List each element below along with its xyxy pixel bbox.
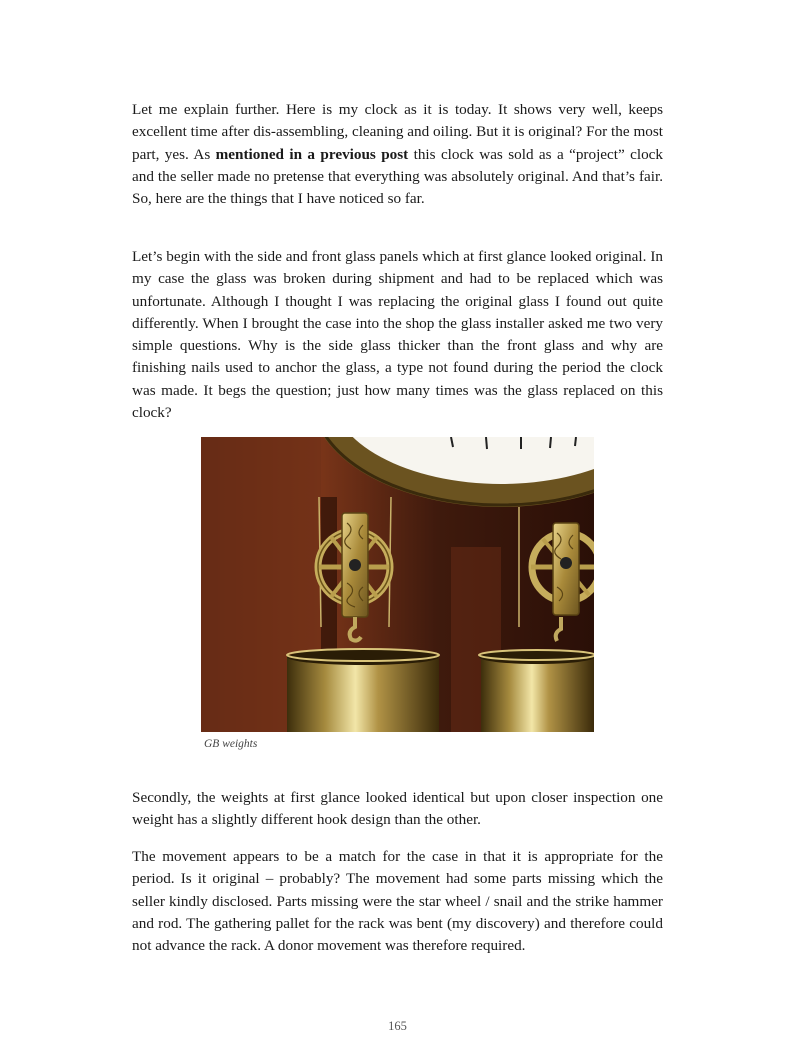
- paragraph-movement: The movement appears to be a match for the case in that it is appropriate for the period. Is it original – probably? The movement had some parts missing which the seller kindly disclosed. Parts missing were the star wheel / snail and the strike hammer and rod. The gathering pallet for the rack was bent (my discovery) and therefore could not advance the rack. A donor movement was therefore required.: [132, 848, 663, 955]
- paragraph-explanation: Let me explain further. Here is my clock as it is today. It shows very well, keeps excellent time after dis-assembling, cleaning and oiling. But it is original? For the most part, yes. As mentioned in a previous post this clock was sold as a “project” clock and the seller made no pretense that everything was absolutely original. And that’s fair. So, here are the things that I have noticed so far.: [132, 101, 664, 208]
- clock-weights-photo: [201, 437, 594, 732]
- previous-post-reference: mentioned in a previous post: [215, 145, 409, 163]
- paragraph-weights: Secondly, the weights at first glance looked identical but upon closer inspection one weight has a slightly different hook design than the other.: [132, 789, 663, 829]
- figure-caption: GB weights: [204, 738, 258, 750]
- paragraph-glass-panels: Let’s begin with the side and front glass panels which at first glance looked original. In my case the glass was broken during shipment and had to be replaced which was unfortunate. Although I thought I was replacing the original glass I found out quite differently. When I brought the case into the shop the glass installer asked me two very simple questions. Why is the side glass thicker than the front glass and why are finishing nails used to anchor the glass, a type not found during the period the clock was made. It begs the question; just how many times was the glass replaced on this clock?: [132, 248, 663, 422]
- page-number: 165: [388, 1019, 407, 1033]
